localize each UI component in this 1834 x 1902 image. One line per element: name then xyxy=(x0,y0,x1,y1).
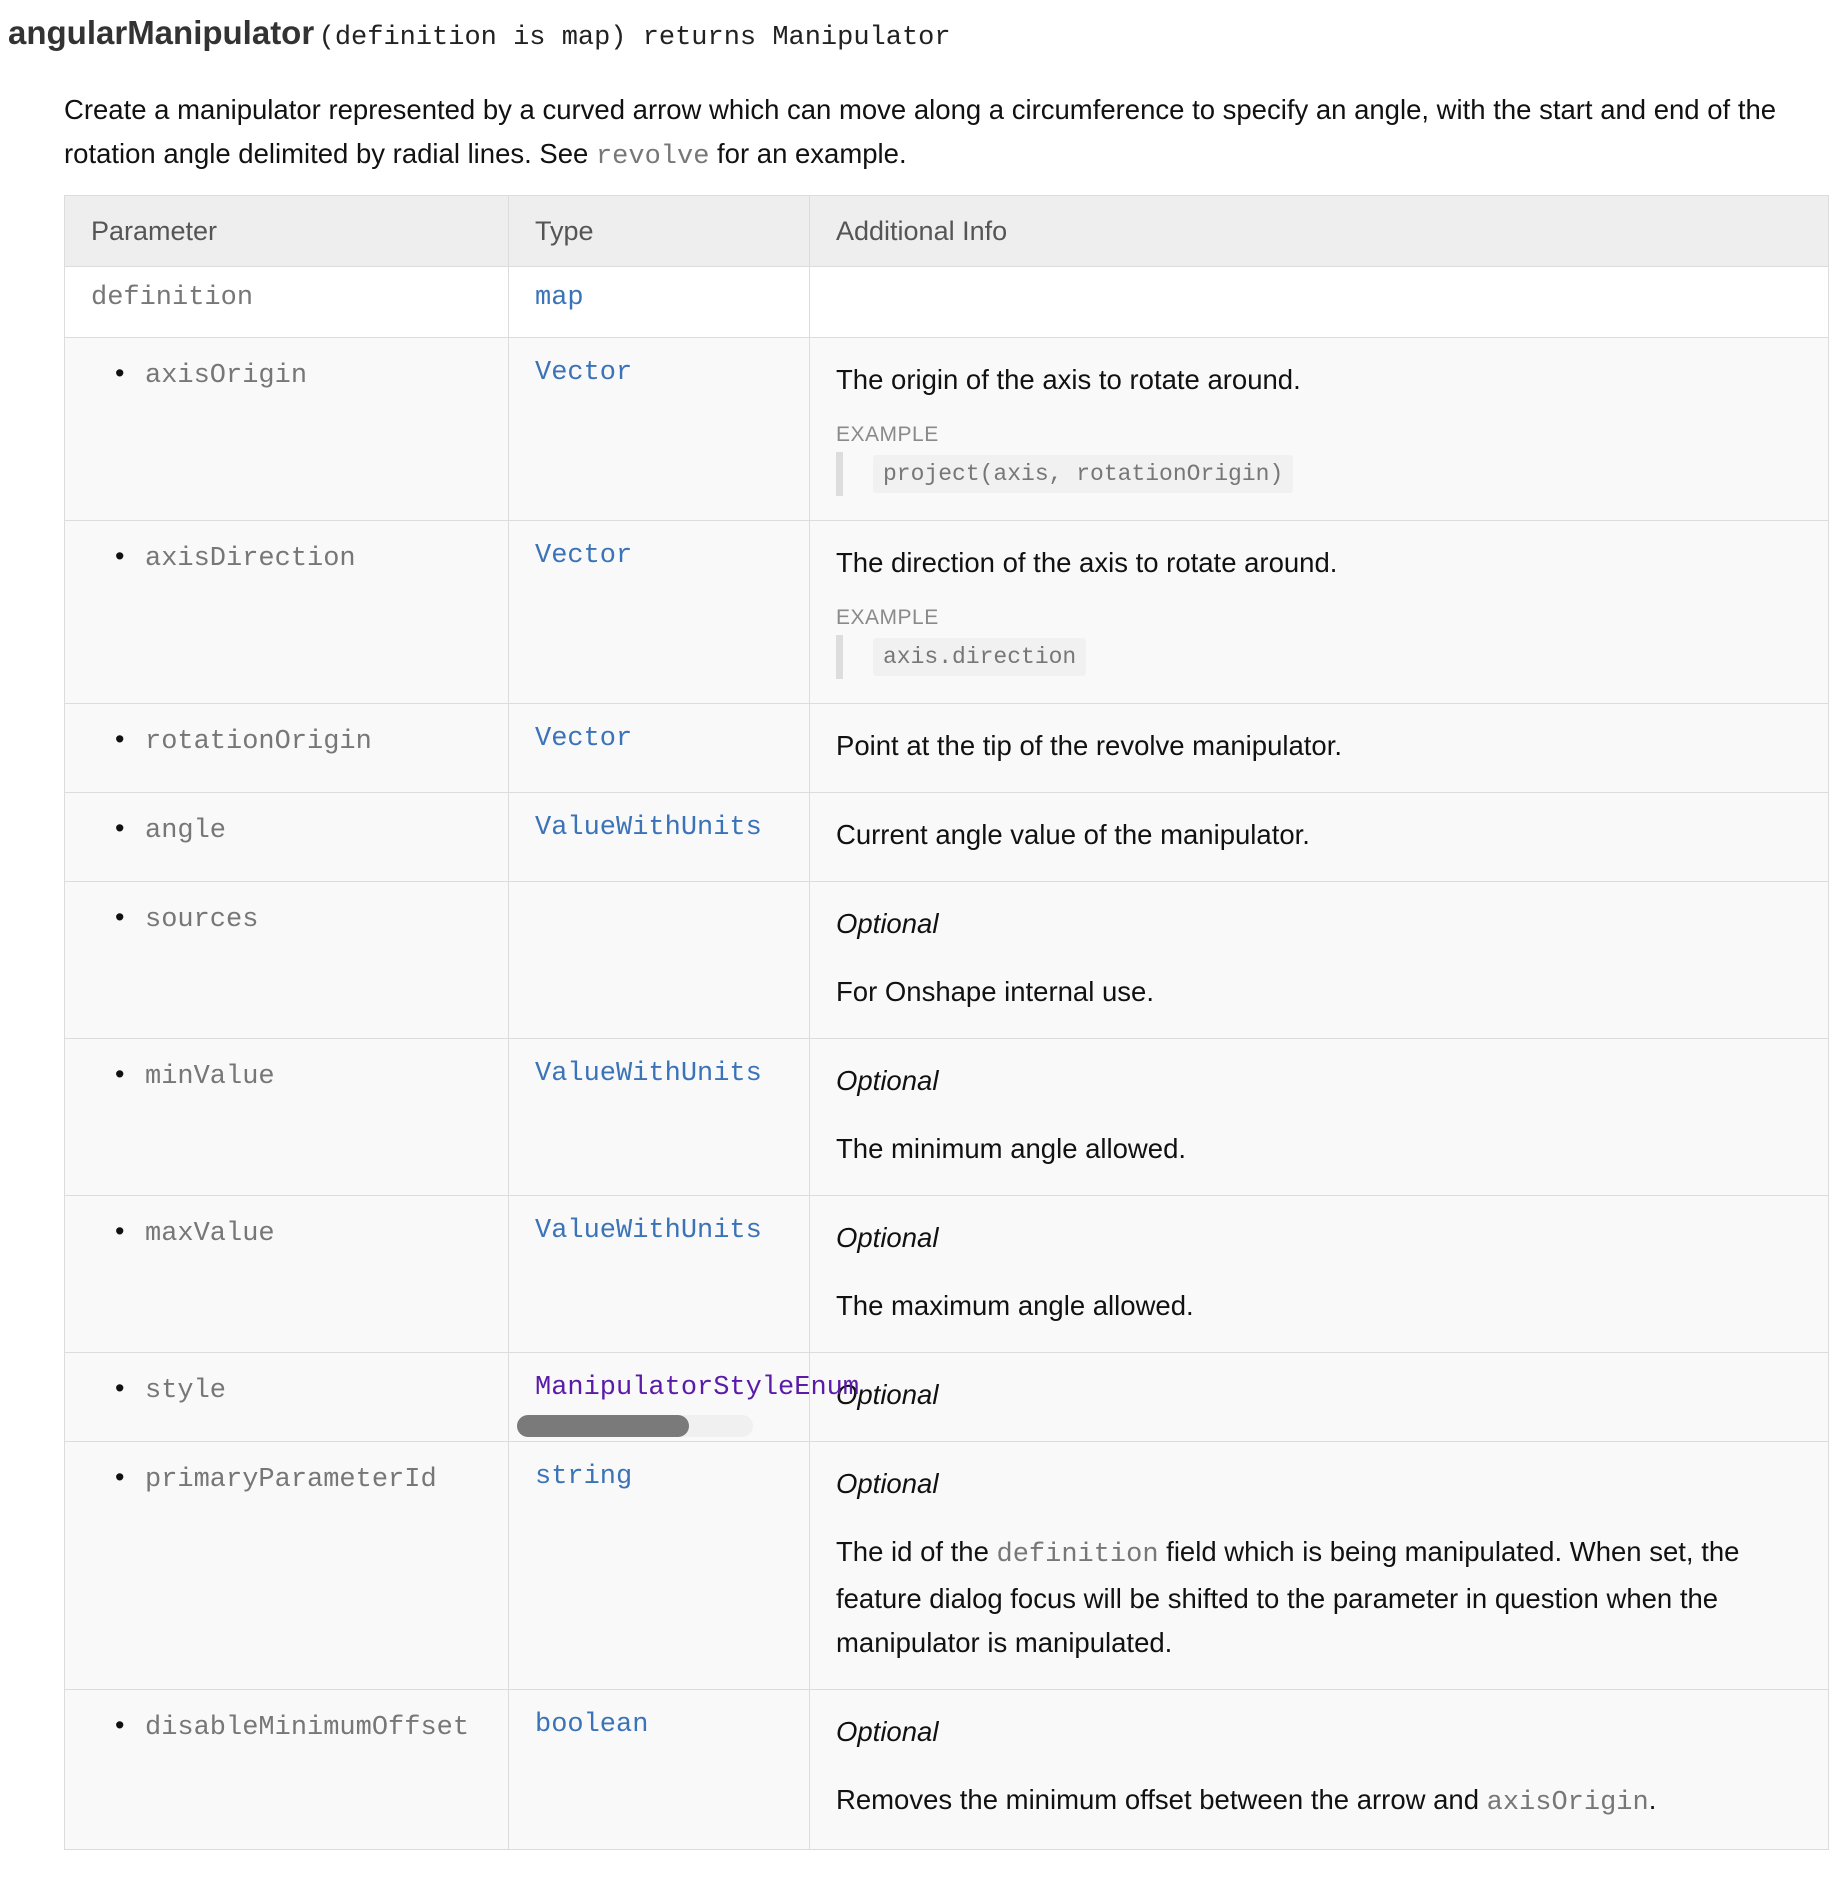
param-name: axisDirection xyxy=(145,544,356,574)
example-label: EXAMPLE xyxy=(836,606,939,629)
table-row xyxy=(65,882,1829,1039)
parameters-table xyxy=(64,195,1829,1850)
table-row xyxy=(65,338,1829,521)
optional-label: Optional xyxy=(836,1468,939,1499)
info-text xyxy=(836,1530,1802,1665)
param-info xyxy=(810,1690,1829,1850)
table-row xyxy=(65,1690,1829,1850)
info-text-part: The id of the xyxy=(836,1536,997,1567)
optional-label: Optional xyxy=(836,908,939,939)
param-name: disableMinimumOffset xyxy=(145,1713,470,1743)
example-block xyxy=(836,452,1802,496)
type-link[interactable]: Vector xyxy=(535,541,633,571)
param-name: sources xyxy=(145,905,259,935)
param-info xyxy=(810,1196,1829,1353)
bullet-icon: • xyxy=(115,1373,125,1403)
table-row xyxy=(65,704,1829,793)
type-link[interactable]: Vector xyxy=(535,724,633,754)
bullet-icon: • xyxy=(115,1462,125,1492)
table-row xyxy=(65,521,1829,704)
type-link[interactable]: string xyxy=(535,1462,633,1492)
type-link[interactable]: ValueWithUnits xyxy=(535,1059,762,1089)
horizontal-scrollbar[interactable] xyxy=(517,1415,753,1437)
info-text: The minimum angle allowed. xyxy=(836,1133,1187,1164)
type-link[interactable]: ValueWithUnits xyxy=(535,813,762,843)
info-text: The maximum angle allowed. xyxy=(836,1290,1194,1321)
bullet-icon: • xyxy=(115,813,125,843)
bullet-icon: • xyxy=(115,1710,125,1740)
param-info xyxy=(810,1039,1829,1196)
example-label: EXAMPLE xyxy=(836,423,939,446)
param-name: definition xyxy=(65,267,509,338)
info-text-part: Removes the minimum offset between the arrow and xyxy=(836,1784,1487,1815)
bullet-icon: • xyxy=(115,1059,125,1089)
param-info xyxy=(810,882,1829,1039)
table-row xyxy=(65,793,1829,882)
info-text-part: field which is being manipulated. When set, the feature dialog focus will be shifted to the parameter in question when the manipulator is manipulated. xyxy=(836,1536,1740,1658)
param-info xyxy=(810,521,1829,704)
param-name: maxValue xyxy=(145,1219,275,1249)
info-text: For Onshape internal use. xyxy=(836,976,1154,1007)
inline-code: definition xyxy=(996,1540,1159,1570)
param-name: axisOrigin xyxy=(145,361,308,391)
inline-code: axisOrigin xyxy=(1486,1788,1649,1818)
type-link[interactable]: ManipulatorStyleEnum xyxy=(535,1373,860,1403)
info-text-part: . xyxy=(1648,1784,1657,1815)
param-name: rotationOrigin xyxy=(145,727,372,757)
table-row xyxy=(65,267,1829,338)
optional-label: Optional xyxy=(836,1222,939,1253)
function-name: angularManipulator xyxy=(8,14,315,51)
bullet-icon: • xyxy=(115,724,125,754)
scrollbar-thumb[interactable] xyxy=(517,1415,689,1437)
header-additional-info: Additional Info xyxy=(810,196,1829,267)
table-row xyxy=(65,1196,1829,1353)
info-text xyxy=(836,1778,1802,1825)
param-info xyxy=(810,338,1829,521)
signature-open: (definition is xyxy=(318,23,562,53)
optional-label: Optional xyxy=(836,1379,939,1410)
example-block xyxy=(836,635,1802,679)
example-code: axis.direction xyxy=(873,638,1086,676)
type-link[interactable]: map xyxy=(535,283,584,313)
table-row xyxy=(65,1442,1829,1690)
header-type: Type xyxy=(509,196,810,267)
table-row xyxy=(65,1353,1829,1442)
param-name: style xyxy=(145,1376,227,1406)
type-link[interactable]: boolean xyxy=(535,1710,649,1740)
param-info xyxy=(810,267,1829,338)
signature-close: ) returns xyxy=(610,23,773,53)
example-code: project(axis, rotationOrigin) xyxy=(873,455,1293,493)
description-text-end: for an example. xyxy=(709,138,907,169)
optional-label: Optional xyxy=(836,1716,939,1747)
param-info: Current angle value of the manipulator. xyxy=(810,793,1829,882)
type-link[interactable]: ValueWithUnits xyxy=(535,1216,762,1246)
param-name: primaryParameterId xyxy=(145,1465,437,1495)
optional-label: Optional xyxy=(836,1065,939,1096)
info-text: The direction of the axis to rotate around. xyxy=(836,547,1338,578)
type-link[interactable]: Vector xyxy=(535,358,633,388)
header-parameter: Parameter xyxy=(65,196,509,267)
function-description xyxy=(64,88,1824,179)
bullet-icon: • xyxy=(115,1216,125,1246)
param-type xyxy=(509,882,810,1039)
param-type-link[interactable]: map xyxy=(561,23,611,53)
param-name: angle xyxy=(145,816,227,846)
param-info xyxy=(810,1442,1829,1690)
bullet-icon: • xyxy=(115,358,125,388)
param-info xyxy=(810,1353,1829,1442)
bullet-icon: • xyxy=(115,541,125,571)
bullet-icon: • xyxy=(115,902,125,932)
info-text: The origin of the axis to rotate around. xyxy=(836,364,1301,395)
param-info: Point at the tip of the revolve manipulator. xyxy=(810,704,1829,793)
table-header-row xyxy=(65,196,1829,267)
return-type-link[interactable]: Manipulator xyxy=(772,23,951,53)
table-row xyxy=(65,1039,1829,1196)
param-name: minValue xyxy=(145,1062,275,1092)
revolve-link[interactable]: revolve xyxy=(595,142,710,172)
function-signature xyxy=(8,14,951,53)
description-text: Create a manipulator represented by a curved arrow which can move along a circumference to specify an angle, with the start and end of the rotation angle delimited by radial lines. See xyxy=(64,94,1777,169)
